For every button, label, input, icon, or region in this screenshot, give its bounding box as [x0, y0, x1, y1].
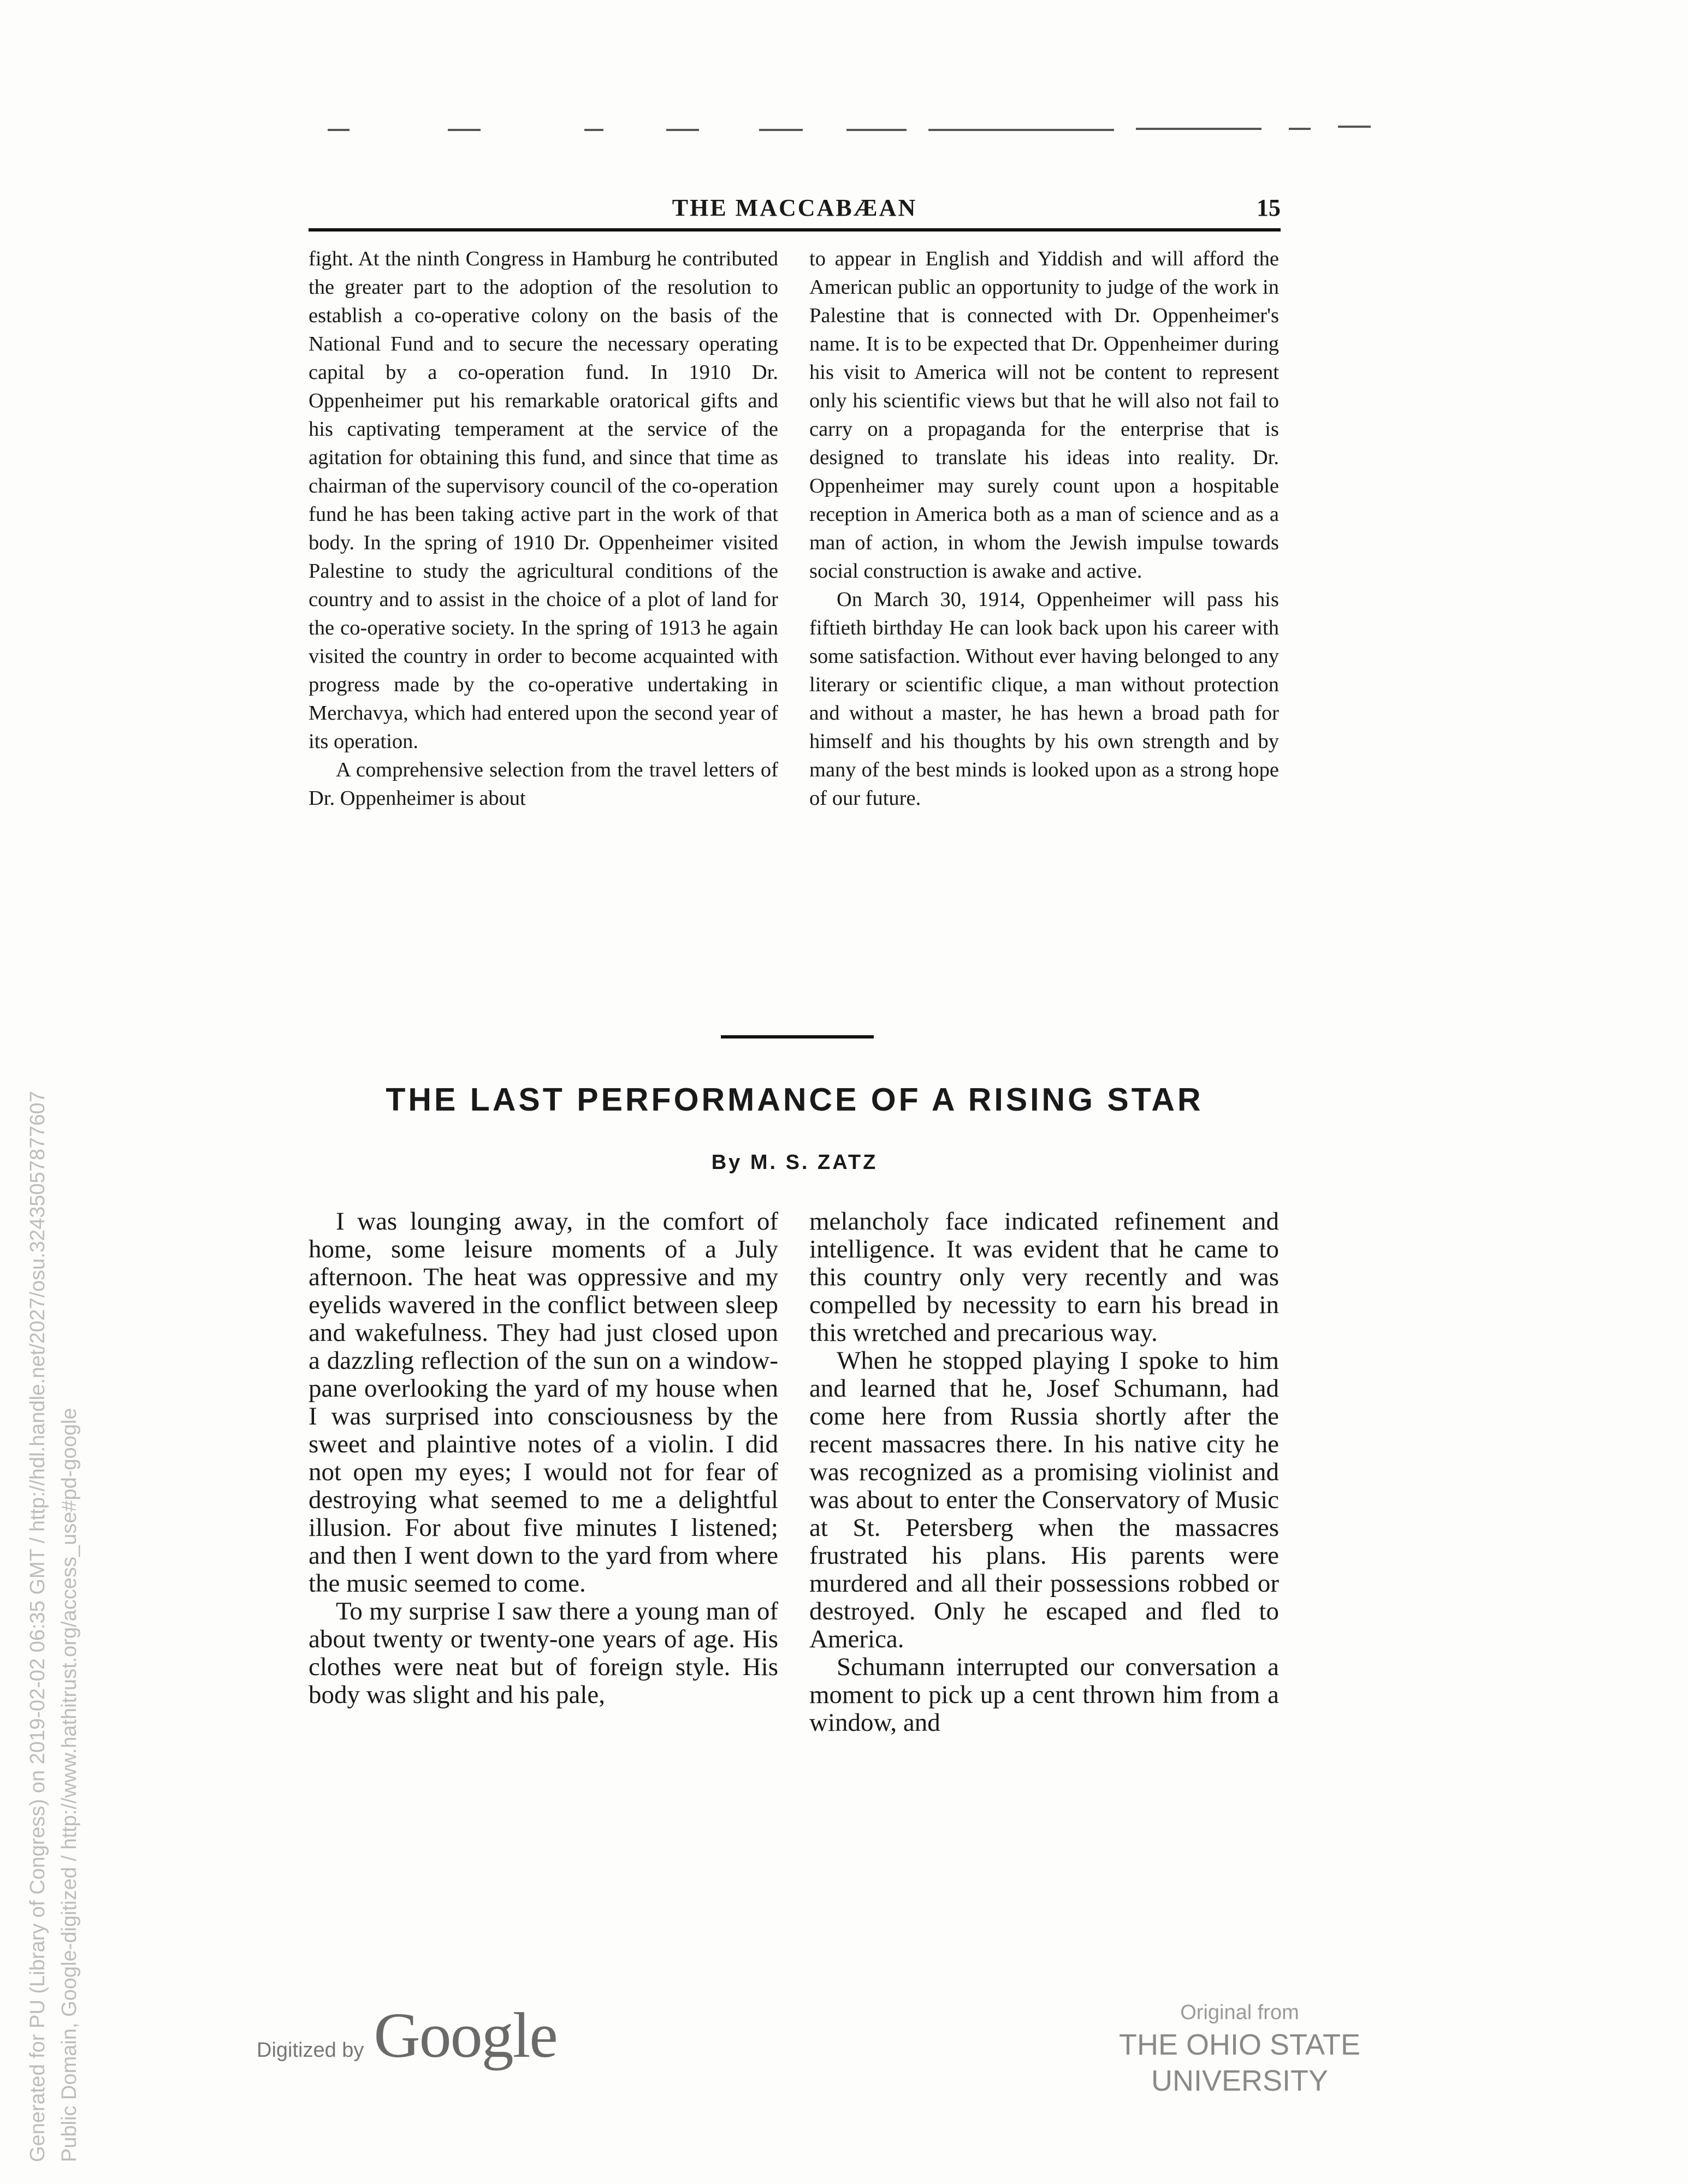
google-logo: Google — [374, 1999, 557, 2071]
top-right-column — [809, 245, 1279, 812]
top-right-paragraph: to appear in English and Yiddish and will afford the American public an opportunity to judge of the work in Palestine that is connected with Dr. Oppenheimer's name. It is to be expected that Dr. Oppenheimer during his visit to America will not be content to represent only his scientific views but that he will also not fail to carry on a propaganda for the enterprise that is designed to translate his ideas into reality. Dr. Oppenheimer may surely count upon a hospitable reception in America both as a man of science and as a man of action, in whom the Jewish impulse towards social construction is awake and active. — [809, 247, 1279, 583]
original-institution: THE OHIO STATE UNIVERSITY — [1118, 2028, 1361, 2097]
bottom-right-paragraph: Schumann interrupted our conversation a moment to pick up a cent thrown him from a window, and — [809, 1653, 1279, 1737]
watermark-line: Public Domain, Google-digitized / http://www.hathitrust.org/access_use#pd-google — [58, 1408, 81, 2162]
header-rule — [309, 228, 1281, 232]
top-left-column — [309, 245, 778, 812]
journal-title: THE MACCABÆAN — [672, 194, 917, 221]
access-watermark — [22, 830, 85, 2162]
original-source — [1038, 1998, 1442, 2099]
digitized-label: Digitized by — [257, 2039, 364, 2062]
article-title: THE LAST PERFORMANCE OF A RISING STAR — [386, 1082, 1204, 1118]
digitized-by-google — [257, 1998, 557, 2073]
page-number: 15 — [1257, 194, 1281, 221]
section-divider — [721, 1035, 874, 1038]
scan-artifact-dashes — [328, 120, 1365, 142]
bottom-left-column — [309, 1208, 778, 1709]
bottom-left-paragraph: To my surprise I saw there a young man of about twenty or twenty-one years of age. His clothes were neat but of foreign style. His body was slight and his pale, — [309, 1597, 778, 1709]
bottom-left-paragraph: I was lounging away, in the comfort of home, some leisure moments of a July afternoon. The heat was oppressive and my eyelids wavered in the conflict between sleep and wakefulness. They had just closed upon a dazzling reflection of the sun on a window-pane overlooking the yard of my house when I was surprised into consciousness by the sweet and plaintive notes of a violin. I did not open my eyes; I would not for fear of destroying what seemed to me a delightful illusion. For about five minutes I listened; and then I went down to the yard from where the music seemed to come. — [309, 1207, 778, 1598]
bottom-right-column — [809, 1208, 1279, 1737]
top-right-paragraph: On March 30, 1914, Oppenheimer will pass his fiftieth birthday He can look back upon his career with some satisfaction. Without ever having belonged to any literary or scientific clique, a man without protection and without a master, he has hewn a broad path for himself and his thoughts by his own strength and by many of the best minds is looked upon as a strong hope of our future. — [809, 588, 1279, 810]
watermark-line: Generated for PU (Library of Congress) on 2019-02-02 06:35 GMT / http://hdl.handle.net/2027/osu.32435057877607 — [26, 1091, 49, 2162]
bottom-right-paragraph: When he stopped playing I spoke to him and learned that he, Josef Schumann, had come here from Russia shortly after the recent massacres there. In his native city he was recognized as a promising violinist and was about to enter the Conservatory of Music at St. Petersberg when the massacres frustrated his plans. His parents were murdered and all their possessions robbed or destroyed. Only he escaped and fled to America. — [809, 1346, 1279, 1653]
running-head — [309, 194, 1281, 227]
original-label: Original from — [1180, 2001, 1299, 2024]
article-byline: By M. S. ZATZ — [711, 1151, 878, 1174]
top-left-paragraph: fight. At the ninth Congress in Hamburg he contributed the greater part to the adoption of the resolution to establish a co-operative colony on the basis of the National Fund and to secure the necessary operating capital by a co-operation fund. In 1910 Dr. Oppenheimer put his remarkable oratorical gifts and his captivating temperament at the service of the agitation for obtaining this fund, and since that time as chairman of the supervisory council of the co-operation fund he has been taking active part in the work of that body. In the spring of 1910 Dr. Oppenheimer visited Palestine to study the agricultural conditions of the country and to assist in the choice of a plot of land for the co-operative society. In the spring of 1913 he again visited the country in order to become acquainted with progress made by the co-operative undertaking in Merchavya, which had entered upon the second year of its operation. — [309, 247, 778, 753]
top-left-paragraph: A comprehensive selection from the travel letters of Dr. Oppenheimer is about — [309, 758, 778, 810]
bottom-right-paragraph: melancholy face indicated refinement and intelligence. It was evident that he came to this country only very recently and was compelled by necessity to earn his bread in this wretched and precarious way. — [809, 1207, 1279, 1347]
